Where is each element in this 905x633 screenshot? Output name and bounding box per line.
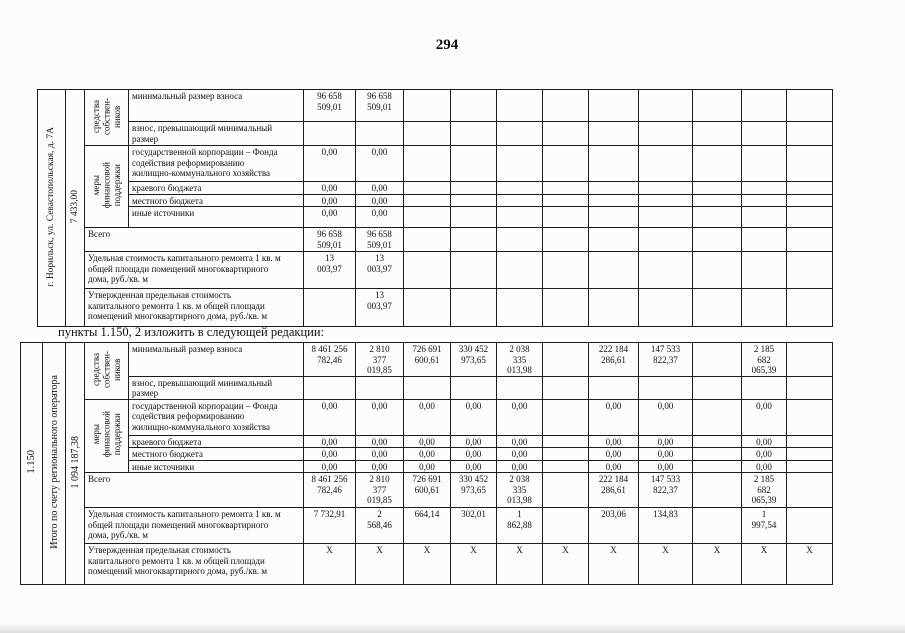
table-row: [21, 508, 833, 544]
value-cell: [787, 146, 833, 182]
value-cell: [742, 194, 787, 207]
value-cell: [404, 146, 451, 182]
value-cell: [589, 122, 639, 146]
row-label: минимальный размер взноса: [129, 90, 304, 122]
value-cell: [304, 289, 356, 327]
value-cell: X: [451, 544, 497, 585]
value-cell: 330 452 973,65: [451, 343, 497, 377]
value-cell: 8 461 256 782,46: [304, 473, 356, 508]
row-label: иные источники: [129, 207, 304, 228]
value-cell: 134,83: [639, 508, 693, 544]
row-label: государственной корпорации – Фонда содействия реформированию жилищно-коммунального хозяйства: [129, 399, 304, 435]
value-cell: X: [589, 544, 639, 585]
table-row: [38, 146, 833, 182]
value-cell: [497, 228, 543, 252]
value-cell: 0,00: [404, 460, 451, 473]
value-cell: [404, 207, 451, 228]
value-cell: [742, 252, 787, 289]
total-area-cell: [66, 343, 85, 585]
value-cell: 330 452 973,65: [451, 473, 497, 508]
value-cell: [693, 460, 742, 473]
value-cell: 8 461 256 782,46: [304, 343, 356, 377]
scan-edge-shadow: [0, 623, 905, 633]
value-cell: [787, 252, 833, 289]
table-row: [38, 252, 833, 289]
value-cell: 0,00: [497, 435, 543, 448]
value-cell: [787, 508, 833, 544]
value-cell: [451, 228, 497, 252]
value-cell: [639, 90, 693, 122]
value-cell: [404, 376, 451, 399]
value-cell: [451, 122, 497, 146]
value-cell: 0,00: [497, 460, 543, 473]
group-owner-funds: средства собствен- ников: [90, 97, 122, 135]
value-cell: 2 038 335 013,98: [497, 473, 543, 508]
value-cell: 726 691 600,61: [404, 473, 451, 508]
item-number: 1.150: [25, 450, 37, 475]
value-cell: [543, 146, 589, 182]
value-cell: X: [497, 544, 543, 585]
value-cell: [693, 376, 742, 399]
value-cell: [639, 252, 693, 289]
value-cell: 0,00: [639, 435, 693, 448]
value-cell: [543, 399, 589, 435]
value-cell: [497, 90, 543, 122]
row-label: Утвержденная предельная стоимость капитального ремонта 1 кв. м общей площади помещений многоквартирного дома, руб./кв. м: [85, 289, 304, 327]
value-cell: [304, 122, 356, 146]
value-cell: 0,00: [304, 399, 356, 435]
value-cell: [543, 252, 589, 289]
value-cell: [543, 508, 589, 544]
value-cell: [543, 289, 589, 327]
value-cell: [497, 146, 543, 182]
value-cell: 0,00: [356, 194, 404, 207]
value-cell: [693, 194, 742, 207]
value-cell: [589, 194, 639, 207]
value-cell: 13 003,97: [356, 252, 404, 289]
value-cell: 0,00: [356, 435, 404, 448]
value-cell: 0,00: [304, 207, 356, 228]
value-cell: 0,00: [404, 399, 451, 435]
value-cell: [742, 182, 787, 195]
value-cell: [497, 182, 543, 195]
value-cell: 0,00: [356, 182, 404, 195]
row-label: государственной корпорации – Фонда содействия реформированию жилищно-коммунального хозяйства: [129, 146, 304, 182]
group-owner-funds: средства собствен- ников: [90, 350, 122, 388]
value-cell: [304, 376, 356, 399]
object-name: Итого по счету регионального оператора: [48, 375, 60, 550]
funding-table-house: [37, 89, 833, 327]
value-cell: 0,00: [404, 448, 451, 461]
value-cell: 96 658 509,01: [356, 90, 404, 122]
value-cell: [543, 376, 589, 399]
value-cell: [787, 460, 833, 473]
value-cell: [742, 146, 787, 182]
group-financial-support-cell: [85, 399, 129, 473]
value-cell: X: [543, 544, 589, 585]
value-cell: [404, 194, 451, 207]
row-label: иные источники: [129, 460, 304, 473]
table-row: [38, 90, 833, 122]
table-row: [21, 473, 833, 508]
group-financial-support-cell: [85, 146, 129, 228]
value-cell: [451, 252, 497, 289]
value-cell: [787, 182, 833, 195]
value-cell: 1 862,88: [497, 508, 543, 544]
value-cell: [451, 146, 497, 182]
value-cell: [693, 228, 742, 252]
value-cell: [693, 146, 742, 182]
object-name-cell: [38, 90, 66, 327]
object-name: г. Норильск, ул. Севастопольская, д. 7А: [46, 126, 56, 287]
value-cell: [543, 343, 589, 377]
value-cell: [543, 448, 589, 461]
value-cell: [639, 289, 693, 327]
value-cell: [787, 122, 833, 146]
value-cell: [693, 122, 742, 146]
value-cell: [589, 289, 639, 327]
value-cell: 0,00: [589, 448, 639, 461]
value-cell: [639, 122, 693, 146]
value-cell: [639, 376, 693, 399]
value-cell: [693, 508, 742, 544]
value-cell: X: [304, 544, 356, 585]
page-number: 294: [435, 37, 459, 53]
value-cell: [543, 194, 589, 207]
value-cell: [742, 228, 787, 252]
value-cell: 147 533 822,37: [639, 473, 693, 508]
value-cell: [451, 194, 497, 207]
value-cell: [693, 182, 742, 195]
value-cell: [451, 182, 497, 195]
group-financial-support: меры финансовой поддержки: [90, 411, 122, 458]
group-owner-funds-cell: [85, 90, 129, 146]
table-row: [21, 544, 833, 585]
row-label: Всего: [85, 228, 304, 252]
value-cell: [742, 122, 787, 146]
value-cell: [589, 228, 639, 252]
value-cell: 2 810 377 019,85: [356, 473, 404, 508]
table-row: [21, 460, 833, 473]
value-cell: [404, 289, 451, 327]
value-cell: 13 003,97: [356, 289, 404, 327]
value-cell: 0,00: [356, 207, 404, 228]
value-cell: [787, 435, 833, 448]
row-label: Удельная стоимость капитального ремонта 1 кв. м общей площади помещений многоквартирного дома, руб./кв. м: [85, 252, 304, 289]
value-cell: 0,00: [451, 448, 497, 461]
value-cell: 203,06: [589, 508, 639, 544]
value-cell: [497, 207, 543, 228]
value-cell: [693, 90, 742, 122]
value-cell: 7 732,91: [304, 508, 356, 544]
value-cell: 1 997,54: [742, 508, 787, 544]
amendment-instruction: пункты 1.150, 2 изложить в следующей редакции:: [58, 325, 324, 339]
value-cell: [589, 90, 639, 122]
value-cell: [451, 90, 497, 122]
total-area: 1 094 187,38: [69, 436, 81, 489]
value-cell: 0,00: [356, 399, 404, 435]
value-cell: 0,00: [356, 460, 404, 473]
object-name-cell: [43, 343, 66, 585]
value-cell: [543, 228, 589, 252]
value-cell: 2 185 682 065,39: [742, 473, 787, 508]
value-cell: [742, 289, 787, 327]
value-cell: [497, 376, 543, 399]
value-cell: [543, 122, 589, 146]
row-label: Всего: [85, 473, 304, 508]
value-cell: [787, 448, 833, 461]
value-cell: 0,00: [497, 399, 543, 435]
value-cell: 0,00: [589, 399, 639, 435]
value-cell: 0,00: [304, 182, 356, 195]
value-cell: [356, 122, 404, 146]
value-cell: [404, 228, 451, 252]
value-cell: [639, 194, 693, 207]
value-cell: 0,00: [639, 460, 693, 473]
value-cell: 0,00: [589, 435, 639, 448]
value-cell: [589, 376, 639, 399]
table-row: [21, 435, 833, 448]
value-cell: 147 533 822,37: [639, 343, 693, 377]
value-cell: 0,00: [304, 460, 356, 473]
value-cell: 96 658 509,01: [356, 228, 404, 252]
value-cell: [404, 182, 451, 195]
value-cell: 726 691 600,61: [404, 343, 451, 377]
value-cell: 13 003,97: [304, 252, 356, 289]
row-label: минимальный размер взноса: [129, 343, 304, 377]
value-cell: 0,00: [304, 435, 356, 448]
value-cell: [693, 473, 742, 508]
value-cell: 302,01: [451, 508, 497, 544]
value-cell: 222 184 286,61: [589, 343, 639, 377]
value-cell: [404, 90, 451, 122]
value-cell: [693, 252, 742, 289]
group-owner-funds-cell: [85, 343, 129, 400]
value-cell: 0,00: [451, 399, 497, 435]
value-cell: [404, 122, 451, 146]
value-cell: [639, 228, 693, 252]
table-row: [21, 376, 833, 399]
total-area-cell: [66, 90, 85, 327]
table-row: [38, 207, 833, 228]
value-cell: 0,00: [742, 399, 787, 435]
row-label: местного бюджета: [129, 194, 304, 207]
value-cell: [787, 376, 833, 399]
table-body: [21, 343, 833, 585]
value-cell: [589, 182, 639, 195]
value-cell: 96 658 509,01: [304, 228, 356, 252]
total-area: 7 433,00: [69, 190, 80, 224]
value-cell: [451, 376, 497, 399]
value-cell: [543, 473, 589, 508]
table-body: [38, 90, 833, 327]
value-cell: [787, 194, 833, 207]
value-cell: [589, 146, 639, 182]
value-cell: 96 658 509,01: [304, 90, 356, 122]
value-cell: 0,00: [304, 146, 356, 182]
value-cell: [497, 194, 543, 207]
item-number-cell: [21, 343, 43, 585]
value-cell: X: [787, 544, 833, 585]
value-cell: 2 185 682 065,39: [742, 343, 787, 377]
value-cell: [693, 207, 742, 228]
value-cell: 0,00: [304, 448, 356, 461]
value-cell: [693, 289, 742, 327]
row-label: краевого бюджета: [129, 435, 304, 448]
value-cell: [787, 473, 833, 508]
row-label: местного бюджета: [129, 448, 304, 461]
value-cell: [589, 207, 639, 228]
value-cell: [742, 90, 787, 122]
table-row: [38, 182, 833, 195]
value-cell: [589, 252, 639, 289]
value-cell: [497, 289, 543, 327]
value-cell: 0,00: [451, 435, 497, 448]
table-row: [38, 289, 833, 327]
value-cell: X: [404, 544, 451, 585]
value-cell: 0,00: [742, 460, 787, 473]
table-row: [38, 122, 833, 146]
value-cell: [543, 207, 589, 228]
value-cell: 0,00: [451, 460, 497, 473]
value-cell: [497, 252, 543, 289]
value-cell: [742, 376, 787, 399]
value-cell: [543, 182, 589, 195]
value-cell: 0,00: [356, 448, 404, 461]
table-row: [38, 194, 833, 207]
row-label: Удельная стоимость капитального ремонта 1 кв. м общей площади помещений многоквартирного дома, руб./кв. м: [85, 508, 304, 544]
table-row: [21, 343, 833, 377]
value-cell: [787, 289, 833, 327]
value-cell: 0,00: [356, 146, 404, 182]
funding-table-regional-total: [20, 342, 833, 585]
table-row: [21, 399, 833, 435]
value-cell: [639, 182, 693, 195]
value-cell: [543, 460, 589, 473]
value-cell: [787, 90, 833, 122]
value-cell: 0,00: [639, 399, 693, 435]
value-cell: [543, 90, 589, 122]
group-financial-support: меры финансовой поддержки: [90, 162, 122, 209]
value-cell: 2 568,46: [356, 508, 404, 544]
value-cell: 2 810 377 019,85: [356, 343, 404, 377]
value-cell: [787, 399, 833, 435]
value-cell: [639, 207, 693, 228]
value-cell: [497, 122, 543, 146]
value-cell: 0,00: [742, 448, 787, 461]
value-cell: [787, 343, 833, 377]
value-cell: 0,00: [404, 435, 451, 448]
table-row: [38, 228, 833, 252]
value-cell: [787, 207, 833, 228]
value-cell: X: [356, 544, 404, 585]
value-cell: [451, 289, 497, 327]
value-cell: [451, 207, 497, 228]
value-cell: X: [639, 544, 693, 585]
value-cell: 664,14: [404, 508, 451, 544]
value-cell: X: [742, 544, 787, 585]
row-label: Утвержденная предельная стоимость капитального ремонта 1 кв. м общей площади помещений многоквартирного дома, руб./кв. м: [85, 544, 304, 585]
table-row: [21, 448, 833, 461]
value-cell: [543, 435, 589, 448]
value-cell: 222 184 286,61: [589, 473, 639, 508]
value-cell: 0,00: [589, 460, 639, 473]
value-cell: [693, 399, 742, 435]
row-label: взнос, превышающий минимальный размер: [129, 376, 304, 399]
value-cell: [787, 228, 833, 252]
value-cell: 0,00: [304, 194, 356, 207]
row-label: краевого бюджета: [129, 182, 304, 195]
value-cell: [356, 376, 404, 399]
value-cell: X: [693, 544, 742, 585]
value-cell: [639, 146, 693, 182]
value-cell: [693, 448, 742, 461]
value-cell: [693, 435, 742, 448]
value-cell: 2 038 335 013,98: [497, 343, 543, 377]
value-cell: 0,00: [639, 448, 693, 461]
value-cell: 0,00: [497, 448, 543, 461]
row-label: взнос, превышающий минимальный размер: [129, 122, 304, 146]
value-cell: 0,00: [742, 435, 787, 448]
value-cell: [404, 252, 451, 289]
value-cell: [742, 207, 787, 228]
value-cell: [693, 343, 742, 377]
